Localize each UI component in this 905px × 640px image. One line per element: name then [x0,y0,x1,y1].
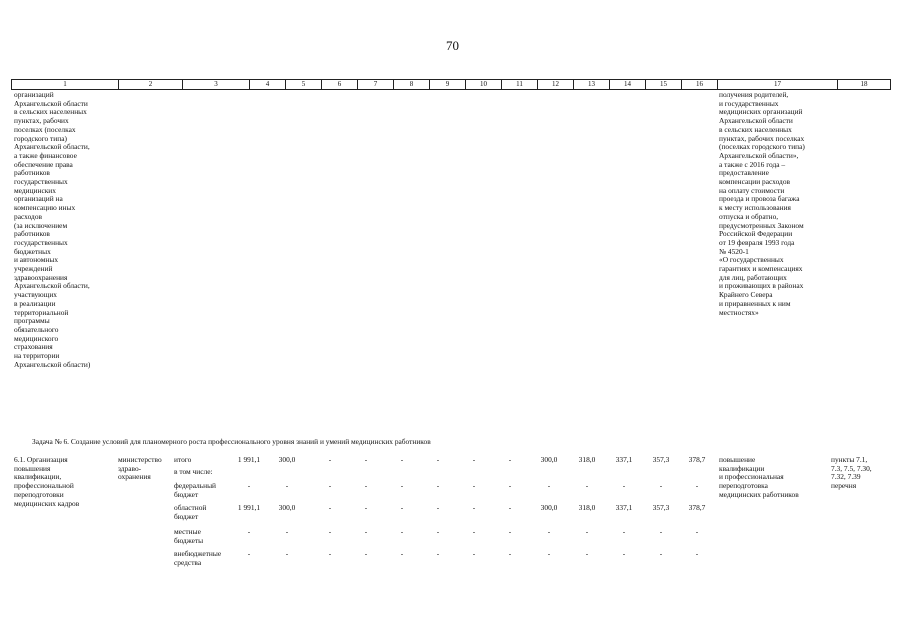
funding-value: 378,7 [688,503,706,512]
header-col-9: 9 [430,80,466,90]
funding-value: - [585,481,589,490]
funding-value: 337,1 [615,503,633,512]
header-col-15: 15 [646,80,682,90]
funding-value: 300,0 [278,455,296,464]
header-col-12: 12 [538,80,574,90]
funding-value: 1 991,1 [237,503,261,512]
funding-value: - [364,503,368,512]
funding-source: областной бюджет [174,503,207,521]
column-1-continued-text: организаций Архангельской области в сельских населенных пунктах, рабочих поселках (поселках городского типа) Архангельской области, а также финансовое обеспечение права работников государственных медицинских организаций на компенсацию иных расходов (за исключением работников государственных бюджетных и автономных учреждений здравоохранения Архангельской области, участвующих в реализации территориальной программы обязательного медицинского страхования на территории Архангельской области) [14,90,91,369]
funding-value: - [328,527,332,536]
header-col-5: 5 [286,80,322,90]
funding-value: - [400,481,404,490]
funding-value: - [247,549,251,558]
page-number: 70 [446,38,459,53]
measure-result: повышение квалификации и профессиональная переподготовка медицинских работников [719,455,799,499]
funding-value: - [400,503,404,512]
funding-value: - [436,527,440,536]
funding-value: - [472,481,476,490]
funding-value: - [585,549,589,558]
funding-value: - [695,549,699,558]
funding-source: в том числе: [174,467,213,476]
funding-value: 357,3 [652,503,670,512]
column-number-header [11,79,891,90]
funding-value: 357,3 [652,455,670,464]
funding-value: - [285,549,289,558]
funding-value: - [364,527,368,536]
funding-value: - [508,503,512,512]
measure-indicators: пункты 7.1, 7.3, 7.5, 7.30, 7.32, 7.39 перечня [831,455,872,491]
funding-value: - [436,549,440,558]
funding-value: 300,0 [278,503,296,512]
funding-value: - [436,481,440,490]
funding-value: - [547,527,551,536]
funding-source: местные бюджеты [174,527,204,545]
header-col-18: 18 [838,80,891,90]
funding-value: - [508,481,512,490]
header-col-11: 11 [502,80,538,90]
header-col-10: 10 [466,80,502,90]
funding-value: - [622,527,626,536]
measure-executor: министерство здраво- охранения [118,455,162,482]
funding-value: - [436,455,440,464]
funding-value: - [400,455,404,464]
funding-source: внебюджетные средства [174,549,222,567]
header-col-6: 6 [322,80,358,90]
funding-value: - [400,549,404,558]
funding-value: - [364,481,368,490]
funding-value: - [285,527,289,536]
funding-value: - [247,481,251,490]
funding-value: - [285,481,289,490]
funding-value: - [247,527,251,536]
funding-value: - [659,549,663,558]
header-col-13: 13 [574,80,610,90]
header-col-14: 14 [610,80,646,90]
task-heading: Задача № 6. Создание условий для планомерного роста профессионального уровня знаний и умений медицинских работников [32,437,431,446]
funding-source: итого [174,455,192,464]
table-sheet [11,79,884,567]
funding-value: - [328,455,332,464]
measure-name: 6.1. Организация повышения квалификации, профессиональной переподготовки медицинских кадров [14,455,80,508]
funding-value: - [472,549,476,558]
column-17-continued-text: получения родителей, и государственных медицинских организаций Архангельской области в сельских населенных пунктах, рабочих поселках (поселках городского типа) Архангельской области», а также с 2016 года – предоставление компенсации расходов на оплату стоимости проезда и провоза багажа к месту использования отпуска и обратно, предусмотренных Законом Российской Федерации от 19 февраля 1993 года № 4520-1 «О государственных гарантиях и компенсациях для лиц, работающих и проживающих в районах Крайнего Севера и приравненных к ним местностях» [719,90,805,317]
funding-value: - [585,527,589,536]
funding-value: - [328,481,332,490]
header-col-1: 1 [12,80,119,90]
funding-value: - [695,527,699,536]
funding-value: - [508,549,512,558]
funding-value: 300,0 [540,455,558,464]
funding-value: - [622,481,626,490]
funding-value: - [472,503,476,512]
funding-value: - [547,481,551,490]
header-col-16: 16 [682,80,718,90]
funding-value: - [364,549,368,558]
funding-value: - [328,503,332,512]
funding-value: - [364,455,368,464]
header-col-8: 8 [394,80,430,90]
funding-value: - [436,503,440,512]
funding-value: 300,0 [540,503,558,512]
funding-value: - [547,549,551,558]
funding-value: 318,0 [578,503,596,512]
funding-value: - [659,527,663,536]
funding-value: - [695,481,699,490]
funding-value: - [659,481,663,490]
funding-source: федеральный бюджет [174,481,216,499]
header-col-7: 7 [358,80,394,90]
header-col-4: 4 [250,80,286,90]
header-col-2: 2 [119,80,183,90]
header-col-3: 3 [183,80,250,90]
funding-value: - [508,455,512,464]
funding-value: - [472,527,476,536]
funding-value: 337,1 [615,455,633,464]
funding-value: 378,7 [688,455,706,464]
funding-value: - [472,455,476,464]
header-col-17: 17 [718,80,838,90]
funding-value: - [400,527,404,536]
funding-value: 318,0 [578,455,596,464]
funding-value: - [508,527,512,536]
funding-value: 1 991,1 [237,455,261,464]
funding-value: - [328,549,332,558]
funding-value: - [622,549,626,558]
